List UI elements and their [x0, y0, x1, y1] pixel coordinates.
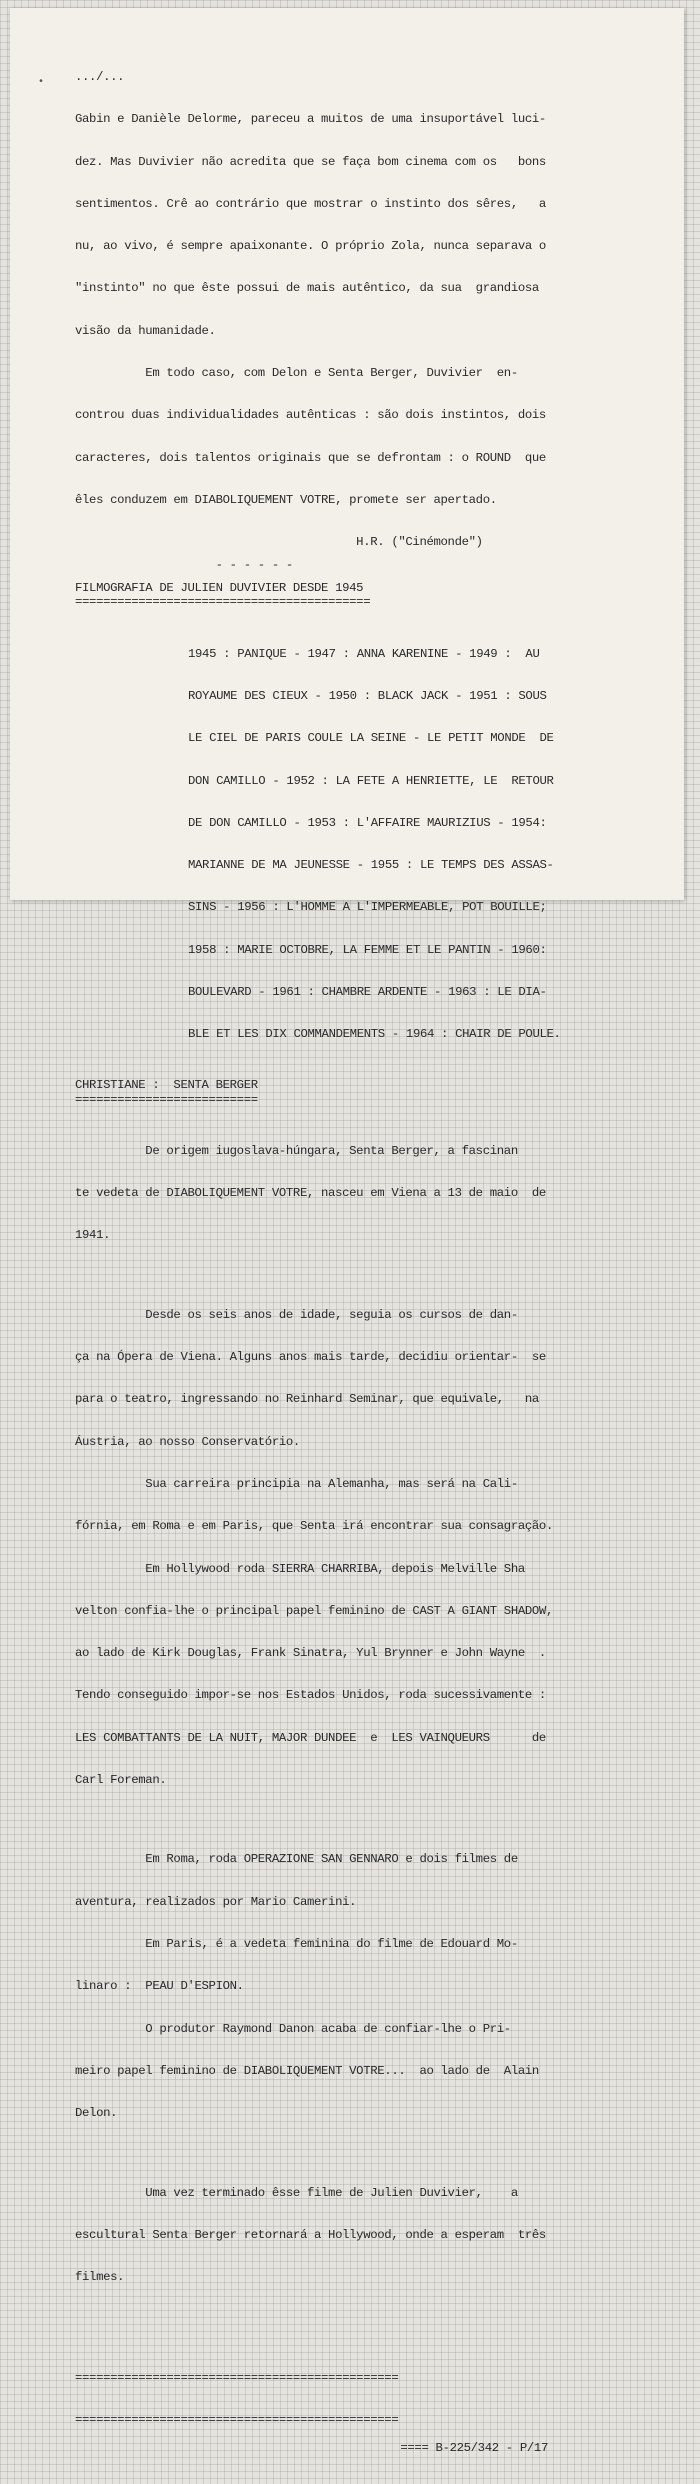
text-line: Em Hollywood roda SIERRA CHARRIBA, depois Melville Sha: [75, 1561, 525, 1576]
attribution: H.R. ("Cinémonde"): [75, 535, 483, 550]
filmography-line: BOULEVARD - 1961 : CHAMBRE ARDENTE - 1963 : LE DIA-: [188, 984, 547, 999]
filmography-line: BLE ET LES DIX COMMANDEMENTS - 1964 : CHAIR DE POULE.: [188, 1027, 561, 1042]
filmography-line: DON CAMILLO - 1952 : LA FETE A HENRIETTE, LE RETOUR: [188, 773, 554, 788]
body-paragraph: [75, 1824, 643, 2148]
text-line: velton confia-lhe o principal papel feminino de CAST A GIANT SHADOW,: [75, 1603, 553, 1618]
body-paragraph: [75, 1280, 643, 1816]
text-line: 1941.: [75, 1228, 111, 1243]
text-line: êles conduzem em DIABOLIQUEMENT VOTRE, promete ser apertado.: [75, 492, 497, 507]
intro-paragraph: [75, 84, 643, 535]
text-line: Delon.: [75, 2106, 118, 2121]
text-line: sentimentos. Crê ao contrário que mostrar o instinto dos sêres, a: [75, 196, 546, 211]
section-separator: - - - - - -: [75, 558, 293, 573]
text-line: meiro papel feminino de DIABOLIQUEMENT VOTRE... ao lado de Alain: [75, 2063, 539, 2078]
text-line: "instinto" no que êste possui de mais autêntico, da sua grandiosa: [75, 281, 539, 296]
text-line: aventura, realizados por Mario Camerini.: [75, 1894, 357, 1909]
text-line: dez. Mas Duvivier não acredita que se faça bom cinema com os bons: [75, 154, 546, 169]
text-line: Desde os seis anos de idade, seguia os cursos de dan-: [75, 1307, 518, 1322]
text-line: Áustria, ao nosso Conservatório.: [75, 1434, 300, 1449]
text-line: filmes.: [75, 2270, 125, 2285]
text-line: visão da humanidade.: [75, 323, 216, 338]
text-line: Em todo caso, com Delon e Senta Berger, Duvivier en-: [75, 365, 518, 380]
filmography-line: 1958 : MARIE OCTOBRE, LA FEMME ET LE PANTIN - 1960:: [188, 942, 547, 957]
text-line: ça na Ópera de Viena. Alguns anos mais tarde, decidiu orientar- se: [75, 1350, 546, 1365]
document-body: [75, 70, 643, 2484]
christiane-underline: ==========================: [75, 1092, 258, 1107]
text-line: Em Paris, é a vedeta feminina do filme de Edouard Mo-: [75, 1937, 518, 1951]
footer-rule: ==============================================: [75, 2370, 399, 2385]
text-line: escultural Senta Berger retornará a Hollywood, onde a esperam três: [75, 2227, 546, 2242]
text-line: De origem iugoslava-húngara, Senta Berger, a fascinan: [75, 1143, 518, 1158]
text-line: O produtor Raymond Danon acaba de confiar-lhe o Pri-: [75, 2021, 511, 2036]
filmography-underline: ==========================================: [75, 595, 371, 610]
filmography-line: SINS - 1956 : L'HOMME A L'IMPERMEABLE, POT BOUILLE;: [188, 900, 547, 915]
page-reference: ==== B-225/342 - P/17: [400, 2441, 548, 2456]
continuation-mark: .../...: [75, 70, 125, 84]
body-paragraph: [75, 2157, 643, 2312]
margin-dot: •: [38, 77, 45, 88]
text-line: caracteres, dois talentos originais que se defrontam : o ROUND que: [75, 450, 546, 465]
text-line: Em Roma, roda OPERAZIONE SAN GENNARO e dois filmes de: [75, 1852, 518, 1867]
text-line: Gabin e Danièle Delorme, pareceu a muitos de uma insuportável luci-: [75, 112, 546, 127]
text-line: linaro : PEAU D'ESPION.: [75, 1979, 244, 1994]
text-line: fórnia, em Roma e em Paris, que Senta irá encontrar sua consagração.: [75, 1519, 553, 1534]
filmography-line: ROYAUME DES CIEUX - 1950 : BLACK JACK - 1951 : SOUS: [188, 688, 547, 703]
footer-rule: ==============================================: [75, 2413, 399, 2428]
text-line: Carl Foreman.: [75, 1772, 167, 1787]
filmography-line: MARIANNE DE MA JEUNESSE - 1955 : LE TEMPS DES ASSAS-: [188, 858, 554, 873]
christiane-title: CHRISTIANE : SENTA BERGER: [75, 1078, 258, 1093]
text-line: Sua carreira principia na Alemanha, mas será na Cali-: [75, 1477, 518, 1491]
text-line: te vedeta de DIABOLIQUEMENT VOTRE, nasceu em Viena a 13 de maio de: [75, 1186, 546, 1201]
text-line: controu duas individualidades autênticas : são dois instintos, dois: [75, 408, 546, 423]
text-line: nu, ao vivo, é sempre apaixonante. O próprio Zola, nunca separava o: [75, 239, 546, 254]
filmography-title: FILMOGRAFIA DE JULIEN DUVIVIER DESDE 1945: [75, 581, 364, 596]
filmography-list: [188, 618, 643, 1069]
filmography-line: LE CIEL DE PARIS COULE LA SEINE - LE PETIT MONDE DE: [188, 731, 554, 746]
text-line: para o teatro, ingressando no Reinhard Seminar, que equivale, na: [75, 1392, 539, 1407]
text-line: LES COMBATTANTS DE LA NUIT, MAJOR DUNDEE e LES VAINQUEURS de: [75, 1730, 546, 1745]
text-line: Tendo conseguido impor-se nos Estados Unidos, roda sucessivamente :: [75, 1688, 546, 1703]
filmography-line: DE DON CAMILLO - 1953 : L'AFFAIRE MAURIZIUS - 1954:: [188, 815, 547, 830]
text-line: Uma vez terminado êsse filme de Julien Duvivier, a: [75, 2185, 518, 2200]
body-paragraph: [75, 1116, 643, 1271]
filmography-line: 1945 : PANIQUE - 1947 : ANNA KARENINE - 1949 : AU: [188, 646, 540, 661]
footer: [75, 2314, 643, 2483]
text-line: ao lado de Kirk Douglas, Frank Sinatra, Yul Brynner e John Wayne .: [75, 1646, 546, 1661]
